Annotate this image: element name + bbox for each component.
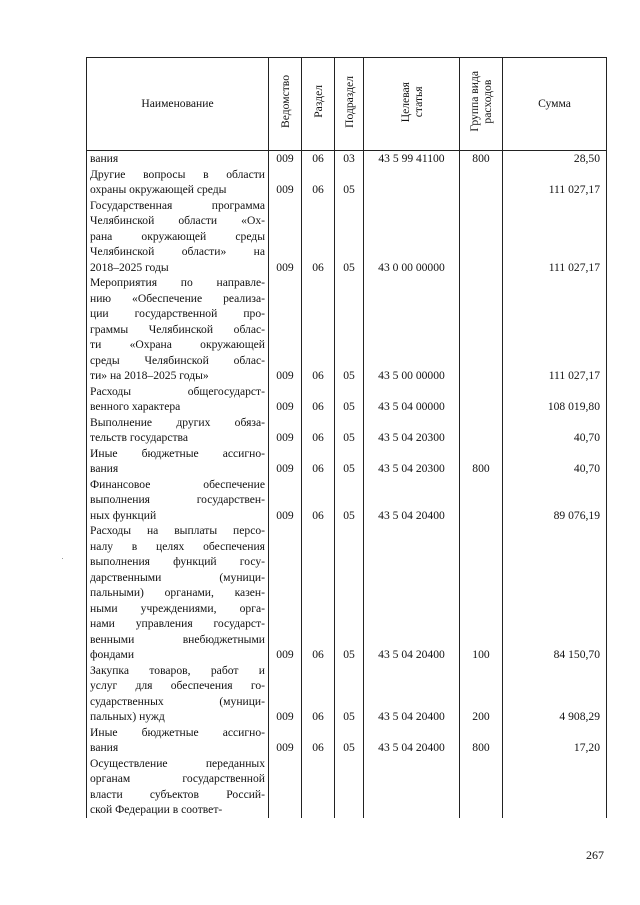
- row-target-article: 43 5 04 20400: [364, 523, 460, 663]
- row-sum: 17,20: [503, 725, 607, 756]
- table-row: [87, 384, 607, 415]
- header-name: Наименование: [87, 58, 269, 151]
- row-name-line: Другие вопросы в области: [90, 167, 265, 181]
- row-name-line: Челябинской области» на: [90, 245, 265, 258]
- row-department: 009: [269, 415, 302, 446]
- row-name-line: пальными) органами, казен-: [90, 586, 265, 599]
- header-target-article: Целевая статья: [364, 58, 460, 151]
- row-sum: 28,50: [503, 151, 607, 167]
- header-department: Ведомство: [269, 58, 302, 151]
- row-section: 06: [302, 167, 335, 198]
- header-expense-group: Группа вида расходов: [460, 58, 503, 151]
- table-row: [87, 663, 607, 725]
- header-sum: Сумма: [503, 58, 607, 151]
- row-name: [87, 663, 269, 725]
- header-section: Раздел: [302, 58, 335, 151]
- row-department: 009: [269, 446, 302, 477]
- row-target-article: 43 5 04 00000: [364, 384, 460, 415]
- row-name: [87, 756, 269, 818]
- row-name: [87, 477, 269, 524]
- row-subsection: 05: [335, 725, 364, 756]
- row-section: 06: [302, 663, 335, 725]
- row-department: [269, 756, 302, 818]
- table-row: [87, 198, 607, 276]
- table-row: [87, 477, 607, 524]
- row-department: 009: [269, 167, 302, 198]
- row-subsection: 05: [335, 477, 364, 524]
- scan-speck: [62, 558, 63, 559]
- row-section: 06: [302, 384, 335, 415]
- row-expense-group: 800: [460, 151, 503, 167]
- row-name-line: ции государственной про-: [90, 307, 265, 320]
- row-sum: 40,70: [503, 415, 607, 446]
- table-row: [87, 523, 607, 663]
- row-expense-group: [460, 756, 503, 818]
- row-name-line: фондами: [90, 648, 135, 661]
- row-section: 06: [302, 523, 335, 663]
- row-name-line: дарственными (муници-: [90, 570, 265, 584]
- row-sum: 111 027,17: [503, 198, 607, 276]
- row-section: [302, 756, 335, 818]
- row-department: 009: [269, 198, 302, 276]
- row-name: [87, 523, 269, 663]
- row-section: 06: [302, 151, 335, 167]
- row-target-article: 43 5 04 20400: [364, 725, 460, 756]
- row-subsection: 05: [335, 523, 364, 663]
- row-department: 009: [269, 663, 302, 725]
- row-name-line: вания: [90, 741, 119, 754]
- row-expense-group: [460, 198, 503, 276]
- row-name-line: власти субъектов Россий-: [90, 787, 265, 801]
- row-sum: 111 027,17: [503, 167, 607, 198]
- row-sum: [503, 756, 607, 818]
- row-department: 009: [269, 384, 302, 415]
- row-section: 06: [302, 415, 335, 446]
- row-name-line: Иные бюджетные ассигно-: [90, 725, 265, 739]
- row-name-line: Расходы общегосударст-: [90, 384, 265, 398]
- row-subsection: 05: [335, 446, 364, 477]
- row-section: 06: [302, 446, 335, 477]
- row-name-line: налу в целях обеспечения: [90, 539, 265, 553]
- table-row: [87, 756, 607, 818]
- row-name-line: ти «Охрана окружающей: [90, 338, 265, 351]
- row-sum: 84 150,70: [503, 523, 607, 663]
- row-name-line: среды Челябинской облас-: [90, 353, 265, 367]
- budget-table-wrapper: [86, 57, 606, 818]
- row-expense-group: [460, 167, 503, 198]
- row-target-article: 43 5 04 20400: [364, 663, 460, 725]
- row-target-article: [364, 756, 460, 818]
- row-department: 009: [269, 275, 302, 384]
- row-name-line: ти» на 2018–2025 годы»: [90, 369, 209, 382]
- row-expense-group: 200: [460, 663, 503, 725]
- row-section: 06: [302, 275, 335, 384]
- row-name-line: Расходы на выплаты персо-: [90, 524, 265, 537]
- row-department: 009: [269, 477, 302, 524]
- row-name-line: рана окружающей среды: [90, 229, 265, 243]
- row-expense-group: [460, 275, 503, 384]
- row-name: [87, 151, 269, 167]
- row-expense-group: [460, 477, 503, 524]
- row-name-line: ской Федерации в соответ-: [90, 803, 223, 816]
- row-name-line: сударственных (муници-: [90, 694, 265, 708]
- row-expense-group: [460, 415, 503, 446]
- row-name-line: Закупка товаров, работ и: [90, 663, 265, 677]
- row-name: [87, 167, 269, 198]
- row-name-line: услуг для обеспечения го-: [90, 679, 265, 692]
- row-target-article: 43 0 00 00000: [364, 198, 460, 276]
- row-subsection: 05: [335, 167, 364, 198]
- row-sum: 108 019,80: [503, 384, 607, 415]
- row-subsection: 03: [335, 151, 364, 167]
- row-target-article: [364, 167, 460, 198]
- row-subsection: 05: [335, 198, 364, 276]
- row-sum: 4 908,29: [503, 663, 607, 725]
- table-row: [87, 725, 607, 756]
- row-name-line: нию «Обеспечение реализа-: [90, 291, 265, 305]
- row-name-line: Выполнение других обяза-: [90, 415, 265, 429]
- row-name-line: пальных) нужд: [90, 710, 165, 723]
- row-name: [87, 415, 269, 446]
- row-name-line: венного характера: [90, 400, 181, 413]
- row-name-line: Осуществление переданных: [90, 756, 265, 770]
- row-subsection: 05: [335, 275, 364, 384]
- row-name-line: вания: [90, 152, 119, 165]
- budget-table: [86, 57, 607, 818]
- row-name-line: 2018–2025 годы: [90, 260, 169, 274]
- table-row: [87, 167, 607, 198]
- row-name-line: Государственная программа: [90, 198, 265, 212]
- row-name: [87, 725, 269, 756]
- row-department: 009: [269, 523, 302, 663]
- row-section: 06: [302, 725, 335, 756]
- table-row: [87, 415, 607, 446]
- table-header-row: [87, 58, 607, 151]
- table-row: [87, 151, 607, 167]
- row-name-line: Иные бюджетные ассигно-: [90, 446, 265, 460]
- row-expense-group: [460, 384, 503, 415]
- row-name: [87, 275, 269, 384]
- row-name-line: выполнения государствен-: [90, 493, 265, 506]
- row-name-line: охраны окружающей среды: [90, 183, 227, 196]
- row-name: [87, 198, 269, 276]
- row-sum: 111 027,17: [503, 275, 607, 384]
- row-department: 009: [269, 725, 302, 756]
- row-name-line: вания: [90, 462, 119, 475]
- row-subsection: 05: [335, 663, 364, 725]
- row-name-line: граммы Челябинской облас-: [90, 322, 265, 336]
- row-name-line: Финансовое обеспечение: [90, 477, 265, 491]
- row-name-line: ными учреждениями, орга-: [90, 601, 265, 615]
- table-row: [87, 446, 607, 477]
- row-target-article: 43 5 00 00000: [364, 275, 460, 384]
- row-expense-group: 800: [460, 446, 503, 477]
- row-sum: 89 076,19: [503, 477, 607, 524]
- row-name-line: нами управления государст-: [90, 617, 265, 630]
- row-name-line: органам государственной: [90, 772, 265, 785]
- row-department: 009: [269, 151, 302, 167]
- page-number: 267: [586, 848, 604, 862]
- row-section: 06: [302, 477, 335, 524]
- row-target-article: 43 5 99 41100: [364, 151, 460, 167]
- row-name: [87, 384, 269, 415]
- row-subsection: [335, 756, 364, 818]
- row-name-line: ных функций: [90, 508, 157, 522]
- row-sum: 40,70: [503, 446, 607, 477]
- row-expense-group: 100: [460, 523, 503, 663]
- header-subsection: Подраздел: [335, 58, 364, 151]
- row-name: [87, 446, 269, 477]
- table-body: [87, 151, 607, 818]
- row-target-article: 43 5 04 20400: [364, 477, 460, 524]
- row-target-article: 43 5 04 20300: [364, 446, 460, 477]
- row-name-line: Челябинской области «Ох-: [90, 214, 265, 227]
- row-name-line: венными внебюджетными: [90, 632, 265, 646]
- row-subsection: 05: [335, 415, 364, 446]
- row-name-line: Мероприятия по направле-: [90, 276, 265, 289]
- row-name-line: тельств государства: [90, 431, 189, 444]
- row-subsection: 05: [335, 384, 364, 415]
- row-target-article: 43 5 04 20300: [364, 415, 460, 446]
- row-expense-group: 800: [460, 725, 503, 756]
- row-name-line: выполнения функций госу-: [90, 555, 265, 568]
- row-section: 06: [302, 198, 335, 276]
- table-row: [87, 275, 607, 384]
